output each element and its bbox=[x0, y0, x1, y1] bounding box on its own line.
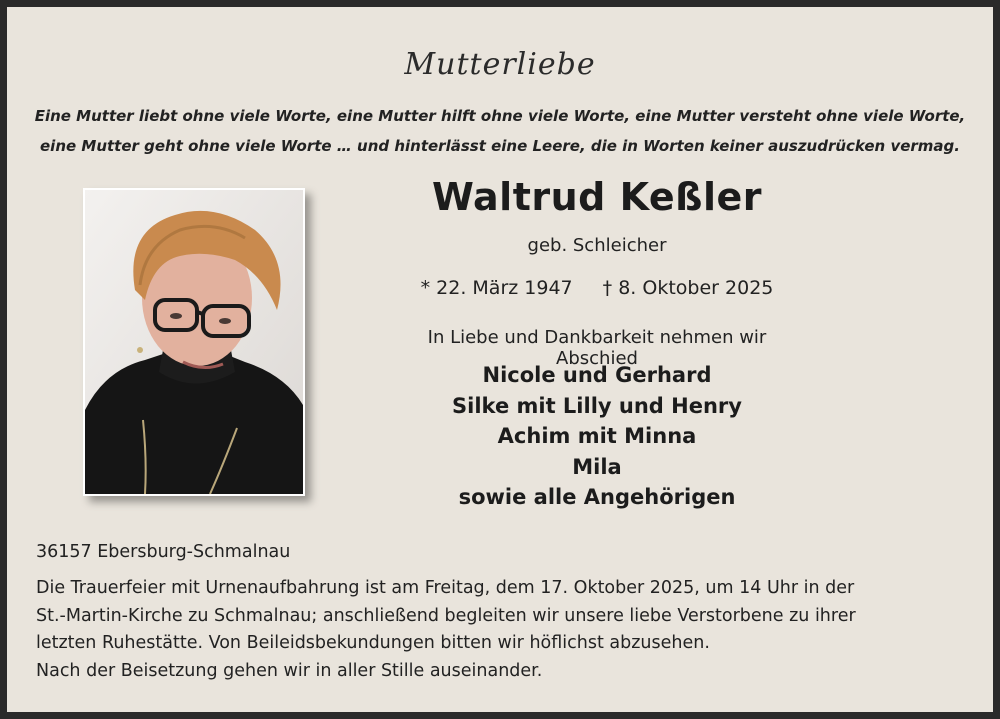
script-heading: Mutterliebe bbox=[404, 47, 596, 82]
portrait-image bbox=[85, 190, 303, 494]
details-line: Die Trauerfeier mit Urnenaufbahrung ist am Freitag, dem 17. Oktober 2025, um 14 Uhr in der bbox=[36, 578, 855, 598]
verse bbox=[7, 101, 993, 161]
mourner: Mila bbox=[572, 454, 622, 479]
verse-line: eine Mutter geht ohne viele Worte … und hinterlässt eine Leere, die in Worten keiner auszudrücken vermag. bbox=[40, 137, 960, 155]
obituary-card bbox=[7, 7, 993, 712]
portrait-photo bbox=[83, 188, 305, 496]
farewell-text: In Liebe und Dankbarkeit nehmen wir Abschied bbox=[427, 327, 767, 369]
life-dates bbox=[387, 277, 807, 299]
mourner: Achim mit Minna bbox=[497, 424, 697, 448]
details-line: St.-Martin-Kirche zu Schmalnau; anschließend begleiten wir unsere liebe Verstorbene zu ihrer bbox=[36, 605, 856, 626]
verse-line: Eine Mutter liebt ohne viele Worte, eine Mutter hilft ohne viele Worte, eine Mutter versteht ohne viele Worte, bbox=[34, 107, 966, 125]
mourner: sowie alle Angehörigen bbox=[458, 485, 736, 509]
birth-name: geb. Schleicher bbox=[527, 235, 667, 256]
mourners-list bbox=[387, 360, 807, 513]
funeral-details bbox=[36, 575, 976, 685]
deceased-name: Waltrud Keßler bbox=[431, 175, 763, 219]
details-line: Nach der Beisetzung gehen wir in aller Stille auseinander. bbox=[36, 660, 543, 681]
birth-date: * 22. März 1947 bbox=[420, 277, 573, 299]
place-line: 36157 Ebersburg-Schmalnau bbox=[36, 542, 291, 562]
death-date: † 8. Oktober 2025 bbox=[602, 277, 774, 299]
details-line: letzten Ruhestätte. Von Beileidsbekundungen bitten wir höflichst abzusehen. bbox=[36, 633, 710, 653]
mourner: Silke mit Lilly und Henry bbox=[452, 393, 742, 418]
mourner: Nicole und Gerhard bbox=[482, 363, 712, 387]
